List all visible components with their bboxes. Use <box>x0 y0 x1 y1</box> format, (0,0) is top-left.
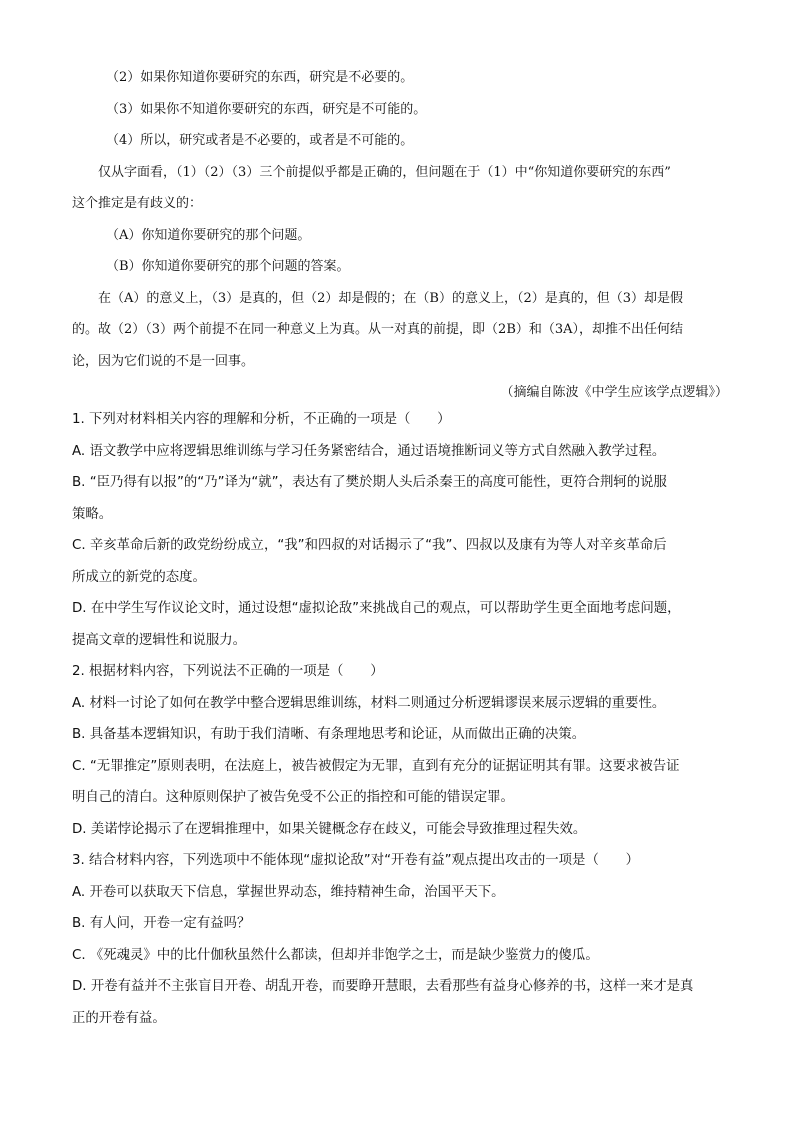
premise-2: （2）如果你知道你要研究的东西，研究是不必要的。 <box>106 70 414 85</box>
analysis-paragraph-2-line-3: 论，因为它们说的不是一回事。 <box>72 353 255 369</box>
analysis-paragraph-2-line-2: 的。故（2）（3）两个前提不在同一种意义上为真。从一对真的前提，即（2B）和（3A），却推不出任何结 <box>72 322 684 337</box>
option-a: A. 开卷可以获取天下信息，掌握世界动态，维持精神生命，治国平天下。 <box>72 884 505 900</box>
question-section <box>72 404 730 1034</box>
reading-passage <box>72 62 728 408</box>
option-a: A. 材料一讨论了如何在教学中整合逻辑思维训练，材料二则通过分析逻辑谬误来展示逻辑的重要性。 <box>72 695 666 711</box>
option-b-continued: 策略。 <box>72 506 113 522</box>
option-b: B. “臣乃得有以报”的“乃”译为“就”，表达有了樊於期人头后杀秦王的高度可能性，更符合荆轲的说服 <box>72 475 667 490</box>
question-3 <box>72 845 730 1034</box>
option-d-continued: 正的开卷有益。 <box>72 1010 166 1026</box>
option-d: D. 开卷有益并不主张盲目开卷、胡乱开卷，而要睁开慧眼，去看那些有益身心修养的书，这样一来才是真 <box>72 979 694 994</box>
analysis-paragraph-2-line-1: 在（A）的意义上，（3）是真的，但（2）却是假的；在（B）的意义上，（2）是真的，但（3）却是假 <box>98 290 684 306</box>
question-stem: 2. 根据材料内容，下列说法不正确的一项是（ ） <box>72 664 384 679</box>
option-c: C. 《死魂灵》中的比什伽秋虽然什么都读，但却并非饱学之士，而是缺少鉴赏力的傻瓜。 <box>72 947 599 963</box>
option-b: B. 有人问，开卷一定有益吗？ <box>72 916 251 931</box>
premise-3: （3）如果你不知道你要研究的东西，研究是不可能的。 <box>106 101 427 117</box>
analysis-paragraph-1-line-1: 仅从字面看，（1）（2）（3）三个前提似乎都是正确的，但问题在于（1）中“你知道你要研究的东西” <box>98 164 671 180</box>
option-c: C. 辛亥革命后新的政党纷纷成立，“我”和四叔的对话揭示了“我”、四叔以及康有为等人对辛亥革命后 <box>72 538 667 553</box>
option-c: C. “无罪推定”原则表明，在法庭上，被告被假定为无罪，直到有充分的证据证明其有罪。这要求被告证 <box>72 758 680 774</box>
question-stem: 1. 下列对材料相关内容的理解和分析，不正确的一项是（ ） <box>72 412 451 427</box>
premise-4: （4）所以，研究或者是不必要的，或者是不可能的。 <box>106 133 414 148</box>
question-1 <box>72 404 730 656</box>
option-d: D. 美诺悖论揭示了在逻辑推理中，如果关键概念存在歧义，可能会导致推理过程失效。 <box>72 821 587 837</box>
analysis-paragraph-1-line-2: 这个推定是有歧义的： <box>72 196 203 211</box>
option-d-continued: 提高文章的逻辑性和说服力。 <box>72 632 247 648</box>
question-stem: 3. 结合材料内容，下列选项中不能体现“虚拟论敌”对“开卷有益”观点提出攻击的一项是（ ） <box>72 853 640 868</box>
option-c-continued: 明自己的清白。这种原则保护了被告免受不公正的指控和可能的错误定罪。 <box>72 790 514 805</box>
option-a: A. 语文教学中应将逻辑思维训练与学习任务紧密结合，通过语境推断词义等方式自然融入教学过程。 <box>72 443 666 459</box>
option-c-continued: 所成立的新党的态度。 <box>72 569 206 585</box>
option-d: D. 在中学生写作议论文时，通过设想“虚拟论敌”来挑战自己的观点，可以帮助学生更全面地考虑问题， <box>72 601 681 616</box>
source-citation: （摘编自陈波《中学生应该学点逻辑》） <box>500 385 728 400</box>
meaning-a: （A）你知道你要研究的那个问题。 <box>106 227 311 243</box>
question-2 <box>72 656 730 845</box>
option-b: B. 具备基本逻辑知识，有助于我们清晰、有条理地思考和论证，从而做出正确的决策。 <box>72 727 586 742</box>
meaning-b: （B）你知道你要研究的那个问题的答案。 <box>106 259 350 274</box>
